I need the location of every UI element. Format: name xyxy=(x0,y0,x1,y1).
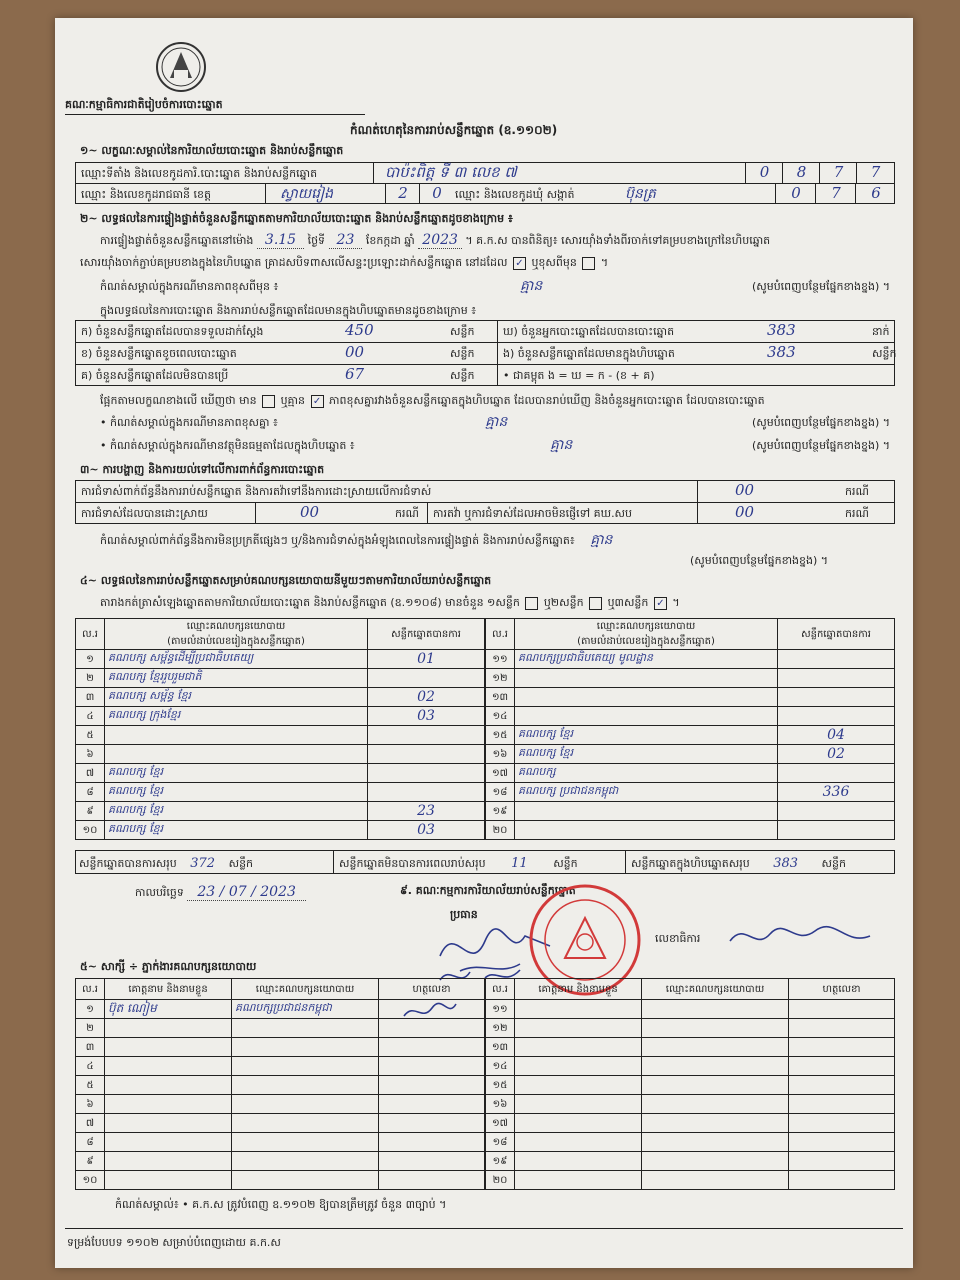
code-digit: 8 xyxy=(782,162,820,183)
agent-signature-cell xyxy=(789,1019,895,1038)
party-name xyxy=(515,669,778,688)
row-number: ១ xyxy=(76,1000,105,1019)
col-party-header: ឈ្មោះគណបក្សនយោបាយ xyxy=(642,979,789,1000)
agent-signature-cell xyxy=(789,1000,895,1019)
agent-signature xyxy=(400,998,460,1028)
party-name: គណបក្ស ខ្មែរ xyxy=(515,745,778,764)
result-unit: សន្លឹក xyxy=(450,347,475,360)
row-number: ៥ xyxy=(76,726,105,745)
result-label: គ) ចំនួនសន្លឹកឆ្នោតដែលមិនបានប្រើ xyxy=(81,369,229,382)
col-votes-header: សន្លឹកឆ្នោតបានការ xyxy=(778,619,895,650)
col-name-header: គោត្តនាម និងនាមខ្លួន xyxy=(105,979,232,1000)
section4-heading: ៤~ លទ្ធផលនៃការរាប់សន្លឹកឆ្នោតសម្រាប់គណបក្សនយោបាយនីមួយៗតាមការិយាល័យរាប់សន្លឹកឆ្នោត xyxy=(80,574,492,587)
party-name: គណបក្ស សម្ព័ន្ធដើម្បីប្រជាធិបតេយ្យ xyxy=(105,650,368,669)
code-digit: 2 xyxy=(385,183,420,204)
final-note: កំណត់សម្គាល់៖ • គ.ក.ស ត្រូវបំពេញ ឧ.១១០២ ឱ្យបានត្រឹមត្រូវ ចំនួន ៣ច្បាប់ ។ xyxy=(115,1198,447,1211)
vote-count xyxy=(778,802,895,821)
agent-name xyxy=(105,1057,232,1076)
agent-name xyxy=(105,1076,232,1095)
agent-party xyxy=(642,1057,789,1076)
party-name xyxy=(105,726,368,745)
row-number: ១៣ xyxy=(486,1038,515,1057)
party-name: គណបក្ស ខ្មែរ xyxy=(105,821,368,840)
three-sheet-checkbox[interactable]: ✓ xyxy=(654,597,667,610)
table-row xyxy=(76,1057,485,1076)
result-value: 383 xyxy=(767,321,796,339)
row-number: ១៧ xyxy=(486,764,515,783)
row-number: ១៦ xyxy=(486,745,515,764)
col-party-header xyxy=(515,619,778,650)
code-digit: 7 xyxy=(819,162,857,183)
agent-signature-cell xyxy=(789,1133,895,1152)
row-number: ៧ xyxy=(76,1114,105,1133)
agent-signature-cell xyxy=(379,1152,485,1171)
vote-count: 02 xyxy=(778,745,895,764)
complaint-row2b-value: 00 xyxy=(735,503,755,521)
party-header-main: ឈ្មោះគណបក្សនយោបាយ xyxy=(186,621,286,632)
vote-count xyxy=(778,650,895,669)
irregular-hint: (សូមបំពេញបន្ថែមផ្នែកខាងខ្នង) ។ xyxy=(690,554,829,567)
table-row xyxy=(486,1000,895,1019)
table-row xyxy=(76,783,485,802)
agent-name xyxy=(515,1019,642,1038)
vote-count: 04 xyxy=(778,726,895,745)
code-digit: 7 xyxy=(815,183,856,204)
agent-signature-cell xyxy=(789,1152,895,1171)
province-value: ស្វាយរៀង xyxy=(280,186,334,202)
result-label: • ជាគម្ពុត ង = ឃ = ក - (ខ + គ) xyxy=(503,369,655,382)
agent-party xyxy=(642,1114,789,1133)
total-invalid-value: 11 xyxy=(511,856,528,871)
table-row xyxy=(486,1133,895,1152)
result-value: 67 xyxy=(345,365,365,383)
date-value: 23 / 07 / 2023 xyxy=(187,884,306,901)
code-digit: 0 xyxy=(745,162,783,183)
row-number: ៦ xyxy=(76,745,105,764)
table-row xyxy=(486,1171,895,1190)
party-name: គណបក្ស ខ្មែរ xyxy=(105,783,368,802)
agent-party xyxy=(642,1095,789,1114)
agent-name: ប៊ុត ណៀម xyxy=(105,1000,232,1019)
row-number: ៤ xyxy=(76,707,105,726)
row-number: ១៥ xyxy=(486,726,515,745)
agent-signature-cell xyxy=(379,1133,485,1152)
vote-count: 01 xyxy=(368,650,485,669)
table-row xyxy=(486,1095,895,1114)
section5-heading: ៥~ សាក្សី ÷ ភ្នាក់ងារគណបក្សនយោបាយ xyxy=(80,960,257,973)
table-row xyxy=(486,802,895,821)
party-name xyxy=(515,707,778,726)
agent-party xyxy=(232,1171,379,1190)
agent-signature-cell xyxy=(789,1076,895,1095)
agent-party: គណបក្សប្រជាជនកម្ពុជា xyxy=(232,1000,379,1019)
agent-party xyxy=(642,1000,789,1019)
total-invalid: សន្លឹកឆ្នោតមិនបានការពេលរាប់សរុប 11 សន្លឹក xyxy=(339,856,578,871)
vote-count xyxy=(368,745,485,764)
result-unit: សន្លឹក xyxy=(872,347,897,360)
row-number: ២ xyxy=(76,1019,105,1038)
table-row xyxy=(76,1171,485,1190)
table-row xyxy=(486,1076,895,1095)
commune-value: ប៊ុនត្រ xyxy=(625,186,656,202)
col-no-header: ល.រ xyxy=(486,979,515,1000)
total-box-value: 383 xyxy=(773,856,799,871)
party-name: គណបក្ស ខ្មែរ xyxy=(515,726,778,745)
seal-text: សោរយ៉ាំងចាក់ភ្ជាប់គម្របខាងក្នុងនៃហិបឆ្នោត គ្រាដសបិទពាសលើសន្ទះប្រឡោះដាក់សន្លឹកឆ្នោត នៅដដែល ✓ ឬខុសពីមុន ។ xyxy=(80,256,609,269)
table-row xyxy=(486,688,895,707)
section1-heading: ១~ លក្ខណៈសម្គាល់នៃការិយាល័យបោះឆ្នោត និងរាប់សន្លឹកឆ្នោត xyxy=(80,144,344,157)
agent-signature-cell xyxy=(379,1057,485,1076)
secretary-label: លេខាធិការ xyxy=(655,932,701,945)
agent-signature-cell xyxy=(789,1095,895,1114)
row-number: ២០ xyxy=(486,1171,515,1190)
agent-name xyxy=(105,1152,232,1171)
result-intro: ក្នុងលទ្ធផលនៃការបោះឆ្នោត និងការរាប់សន្លឹកឆ្នោតដែលមានក្នុងហិបឆ្នោតមានដូចខាងក្រោម ៖ xyxy=(100,304,477,317)
table-row xyxy=(76,1152,485,1171)
row-number: ១៤ xyxy=(486,1057,515,1076)
section2-heading: ២~ លទ្ធផលនៃការផ្ទៀងផ្ទាត់ចំនួនសន្លឹកឆ្នោតតាមការិយាល័យបោះឆ្នោត និងរាប់សន្លឹកឆ្នោតដូចខាងក្រោម ៖ xyxy=(80,212,513,225)
form-paper xyxy=(55,18,913,1268)
vote-count: 02 xyxy=(368,688,485,707)
result-value: 00 xyxy=(345,343,365,361)
agent-name xyxy=(515,1152,642,1171)
vote-count xyxy=(778,764,895,783)
row-number: ១៨ xyxy=(486,1133,515,1152)
table-row xyxy=(76,688,485,707)
total-valid-value: 372 xyxy=(190,856,216,871)
table-row xyxy=(486,1038,895,1057)
section3-heading: ៣~ ការបង្ហាញ និងការយល់ទៅលើការពាក់ព័ន្ធការបោះឆ្នោត xyxy=(80,463,325,476)
row-number: ៩ xyxy=(76,802,105,821)
row-number: ៨ xyxy=(76,1133,105,1152)
agent-party xyxy=(232,1095,379,1114)
vote-count: 03 xyxy=(368,821,485,840)
province-label: ឈ្មោះ និងលេខកូដរាជធានី ខេត្ត xyxy=(81,188,211,201)
complaint-row2-label: ការជំទាស់ដែលបានដោះស្រាយ xyxy=(81,507,208,520)
agent-name xyxy=(105,1114,232,1133)
vote-count xyxy=(778,707,895,726)
vote-count xyxy=(778,688,895,707)
agent-party xyxy=(232,1152,379,1171)
agent-name xyxy=(515,1038,642,1057)
result-label: ខ) ចំនួនសន្លឹកឆ្នោតខូចពេលបោះឆ្នោត xyxy=(81,347,237,360)
col-sign-header: ហត្ថលេខា xyxy=(789,979,895,1000)
location-value: បាប៉ះពិត្ត ទី ៣ លេខ ៧ xyxy=(385,163,517,181)
row-number: ៤ xyxy=(76,1057,105,1076)
agent-signature-cell xyxy=(379,1038,485,1057)
party-name: គណបក្ស ខ្មែរ xyxy=(105,764,368,783)
party-name: គណបក្ស សម្ព័ន្ធ ខ្មែរ xyxy=(105,688,368,707)
form-footer: ទម្រង់បែបបទ ១១០២ សម្រាប់បំពេញដោយ គ.ក.ស xyxy=(67,1236,281,1249)
has-diff-checkbox[interactable] xyxy=(262,395,275,408)
table-row xyxy=(486,764,895,783)
row-number: ១៦ xyxy=(486,1095,515,1114)
result-value: 383 xyxy=(767,343,796,361)
col-party-header xyxy=(105,619,368,650)
agent-party xyxy=(232,1133,379,1152)
agent-signature-cell xyxy=(789,1038,895,1057)
result-unit: សន្លឹក xyxy=(450,325,475,338)
changed-checkbox[interactable] xyxy=(582,257,595,270)
table-row xyxy=(76,821,485,840)
row-number: ៨ xyxy=(76,783,105,802)
table-row xyxy=(76,802,485,821)
org-name: គណៈកម្មាធិការជាតិរៀបចំការបោះឆ្នោត xyxy=(65,98,223,111)
agent-signature-cell xyxy=(379,1171,485,1190)
bullet1-value: គ្មាន xyxy=(485,414,508,430)
table-row xyxy=(76,764,485,783)
table-row xyxy=(486,1019,895,1038)
agent-name xyxy=(105,1038,232,1057)
table-row xyxy=(76,1076,485,1095)
vote-count xyxy=(368,764,485,783)
table-row xyxy=(486,669,895,688)
agent-party xyxy=(232,1019,379,1038)
party-name xyxy=(105,745,368,764)
agent-name xyxy=(105,1171,232,1190)
day-value: 23 xyxy=(329,232,363,249)
col-no-header: ល.រ xyxy=(76,619,105,650)
result-unit: នាក់ xyxy=(872,325,890,338)
tally-intro: តារាងកត់ត្រាសំឡេងឆ្នោតតាមការិយាល័យបោះឆ្នោត និងរាប់សន្លឹកឆ្នោត (ឧ.១១០៨) មានចំនួន ១សន្លឹក ឬ២សន្លឹក ឬ៣សន្លឹក ✓ ។ xyxy=(100,596,680,609)
code-digit: 6 xyxy=(855,183,896,204)
table-row xyxy=(76,1038,485,1057)
table-row xyxy=(486,783,895,802)
agent-party xyxy=(642,1171,789,1190)
agent-party xyxy=(232,1114,379,1133)
row-number: ១៥ xyxy=(486,1076,515,1095)
vote-count: 336 xyxy=(778,783,895,802)
row-number: ៥ xyxy=(76,1076,105,1095)
commune-label: ឈ្មោះ និងលេខកូដឃុំ សង្កាត់ xyxy=(455,188,575,201)
agent-party xyxy=(642,1076,789,1095)
bullet2-value: គ្មាន xyxy=(550,437,573,453)
row-number: ១៩ xyxy=(486,802,515,821)
complaint-row2-value: 00 xyxy=(300,503,320,521)
vote-count xyxy=(778,821,895,840)
table-row xyxy=(486,707,895,726)
complaint-row2-unit: ករណី xyxy=(395,507,419,520)
agent-name xyxy=(515,1000,642,1019)
agent-party xyxy=(642,1133,789,1152)
vote-count xyxy=(368,783,485,802)
agent-name xyxy=(515,1076,642,1095)
row-number: ១៣ xyxy=(486,688,515,707)
agent-party xyxy=(642,1038,789,1057)
row-number: ៩ xyxy=(76,1152,105,1171)
col-no-header: ល.រ xyxy=(76,979,105,1000)
party-name: គណបក្សប្រជាធិបតេយ្យ មូលដ្ឋាន xyxy=(515,650,778,669)
compare-text: ផ្អែកតាមលក្ខណខាងលើ ឃើញថា មាន ឬគ្មាន ✓ ភាពខុសគ្នារវាងចំនួនសន្លឹកឆ្នោតក្នុងហិបឆ្នោត ដែលបានរាប់ឃើញ និងចំនួនអ្នកបោះឆ្នោត ដែលបានបោះឆ្នោត xyxy=(100,394,765,407)
bullet2-row: • កំណត់សម្គាល់ក្នុងករណីមានវត្ថុមិនធម្មតាដែលក្នុងហិបឆ្នោត ៖ គ្មាន (សូមបំពេញបន្ថែមផ្នែកខាងខ្នង) ។ xyxy=(100,439,890,455)
party-name: គណបក្ស ខ្មែរ xyxy=(105,802,368,821)
agent-party xyxy=(642,1152,789,1171)
one-sheet-checkbox[interactable] xyxy=(525,597,538,610)
agent-party xyxy=(642,1019,789,1038)
col-sign-header: ហត្ថលេខា xyxy=(379,979,485,1000)
col-no-header: ល.រ xyxy=(486,619,515,650)
code-digit: 0 xyxy=(775,183,816,204)
no-diff-checkbox[interactable]: ✓ xyxy=(311,395,324,408)
date-row: កាលបរិច្ឆេទ 23 / 07 / 2023 xyxy=(135,884,306,902)
table-row xyxy=(486,726,895,745)
table-row xyxy=(486,821,895,840)
emblem-logo xyxy=(150,40,212,94)
irregular-note: កំណត់សម្គាល់ពាក់ព័ន្ធនឹងការមិនប្រក្រតីផ្សេងៗ ឬ/និងការជំទាស់ក្នុងអំឡុងពេលនៃការផ្ទៀងផ្ទាត់ និងការរាប់សន្លឹកឆ្នោត៖ គ្មាន xyxy=(100,532,613,548)
two-sheet-checkbox[interactable] xyxy=(589,597,602,610)
seal-note-value: គ្មាន xyxy=(520,278,543,294)
col-votes-header: សន្លឹកឆ្នោតបានការ xyxy=(368,619,485,650)
table-row xyxy=(76,1114,485,1133)
secretary-signature xyxy=(725,916,875,960)
agent-party xyxy=(232,1076,379,1095)
complaint-row2b-label: ការតវ៉ា ឬការជំទាស់ដែលអាចមិនផ្ញើទៅ គឃ.សប xyxy=(433,507,633,520)
total-valid: សន្លឹកឆ្នោតបានការសរុប 372 សន្លឹក xyxy=(79,856,254,871)
table-row xyxy=(76,669,485,688)
agent-name xyxy=(515,1133,642,1152)
row-number: ១០ xyxy=(76,1171,105,1190)
agent-signature-cell xyxy=(789,1114,895,1133)
result-label: ក) ចំនួនសន្លឹកឆ្នោតដែលបានទទួលដាក់ស្តែង xyxy=(81,325,264,338)
party-name: គណបក្ស ប្រជាជនកម្ពុជា xyxy=(515,783,778,802)
table-row xyxy=(76,707,485,726)
party-name: គណបក្ស ក្រុងខ្មែរ xyxy=(105,707,368,726)
row-number: ២ xyxy=(76,669,105,688)
row-number: ៦ xyxy=(76,1095,105,1114)
agent-signature-cell xyxy=(379,1076,485,1095)
agent-signature-cell xyxy=(789,1057,895,1076)
agent-signature-cell xyxy=(379,1095,485,1114)
agent-table-right xyxy=(485,978,895,1190)
party-header-sub: (តាមលំដាប់លេខរៀងក្នុងសន្លឹកឆ្នោត) xyxy=(167,636,305,647)
year-value: 2023 xyxy=(418,232,462,249)
row-number: ១២ xyxy=(486,669,515,688)
vote-count: 03 xyxy=(368,707,485,726)
total-box: សន្លឹកឆ្នោតក្នុងហិបឆ្នោតសរុប 383 សន្លឹក xyxy=(631,856,846,871)
party-name xyxy=(515,821,778,840)
row-number: ១១ xyxy=(486,1000,515,1019)
vote-count xyxy=(368,669,485,688)
result-label: ង) ចំនួនសន្លឹកឆ្នោតដែលមានក្នុងហិបឆ្នោត xyxy=(503,347,675,360)
table-row xyxy=(486,1114,895,1133)
vote-count xyxy=(368,726,485,745)
agent-signature-cell xyxy=(379,1114,485,1133)
agent-name xyxy=(515,1057,642,1076)
complaint-row1-value: 00 xyxy=(735,481,755,499)
row-number: ៣ xyxy=(76,688,105,707)
agent-signature-cell xyxy=(789,1171,895,1190)
table-row xyxy=(486,1057,895,1076)
party-name: គណបក្ស ខ្មែររួបរួមជាតិ xyxy=(105,669,368,688)
agent-name xyxy=(515,1171,642,1190)
same-checkbox[interactable]: ✓ xyxy=(513,257,526,270)
row-number: ៣ xyxy=(76,1038,105,1057)
committee-label: ៩. គណៈកម្មការការិយាល័យរាប់សន្លឹកឆ្នោត xyxy=(400,884,576,897)
row-number: ១២ xyxy=(486,1019,515,1038)
row-number: ២០ xyxy=(486,821,515,840)
code-digit: 7 xyxy=(856,162,894,183)
table-row xyxy=(76,745,485,764)
row-number: ១១ xyxy=(486,650,515,669)
table-row xyxy=(486,650,895,669)
agent-party xyxy=(232,1038,379,1057)
complaint-row1-unit: ករណី xyxy=(845,485,869,498)
row-number: ១៤ xyxy=(486,707,515,726)
code-digit: 0 xyxy=(419,183,454,204)
vote-count: 23 xyxy=(368,802,485,821)
party-name xyxy=(515,688,778,707)
complaint-row1-label: ការជំទាស់ពាក់ព័ន្ធនឹងការរាប់សន្លឹកឆ្នោត និងការតវ៉ាទៅនឹងការដោះស្រាយលើការជំទាស់ xyxy=(81,485,432,498)
chair-label: ប្រធាន xyxy=(450,908,478,921)
col-party-header: ឈ្មោះគណបក្សនយោបាយ xyxy=(232,979,379,1000)
agent-name xyxy=(105,1019,232,1038)
table-row xyxy=(486,745,895,764)
location-label: ឈ្មោះទីតាំង និងលេខកូដការិ.បោះឆ្នោត និងរាប់សន្លឹកឆ្នោត xyxy=(81,167,318,180)
verification-text: ការផ្ទៀងផ្ទាត់ចំនួនសន្លឹកឆ្នោតនៅម៉ោង 3.15 ថ្ងៃទី 23 ខែកក្កដា ឆ្នាំ 2023 ។ គ.ក.ស បានពិនិត្យ៖ សោរយ៉ាំងទាំងពីរចាក់ទៅគម្របខាងក្រៅនៃហិបឆ្នោត xyxy=(100,232,771,248)
row-number: ៧ xyxy=(76,764,105,783)
col-name-header: គោត្តនាម និងនាមខ្លួន xyxy=(515,979,642,1000)
agent-party xyxy=(232,1057,379,1076)
party-header-sub: (តាមលំដាប់លេខរៀងក្នុងសន្លឹកឆ្នោត) xyxy=(577,636,715,647)
result-unit: សន្លឹក xyxy=(450,369,475,382)
agent-name xyxy=(105,1133,232,1152)
party-name xyxy=(515,802,778,821)
vote-count xyxy=(778,669,895,688)
table-row xyxy=(486,1152,895,1171)
row-number: ១៧ xyxy=(486,1114,515,1133)
result-label: ឃ) ចំនួនអ្នកបោះឆ្នោតដែលបានបោះឆ្នោត xyxy=(503,325,675,338)
row-number: ១ xyxy=(76,650,105,669)
row-number: ១៨ xyxy=(486,783,515,802)
bullet1-row: • កំណត់សម្គាល់ក្នុងករណីមានភាពខុសគ្នា ៖ គ្មាន (សូមបំពេញបន្ថែមផ្នែកខាងខ្នង) ។ xyxy=(100,416,890,432)
table-row xyxy=(76,726,485,745)
party-name: គណបក្ស xyxy=(515,764,778,783)
seal-note-row: កំណត់សម្គាល់ក្នុងករណីមានភាពខុសពីមុន ៖ គ្មាន (សូមបំពេញបន្ថែមផ្នែកខាងខ្នង) ។ xyxy=(100,280,890,296)
irregular-note-value: គ្មាន xyxy=(590,532,613,548)
row-number: ១៩ xyxy=(486,1152,515,1171)
table-row xyxy=(76,1133,485,1152)
agent-name xyxy=(515,1114,642,1133)
party-table-right xyxy=(485,618,895,840)
result-value: 450 xyxy=(345,321,374,339)
complaint-row2b-unit: ករណី xyxy=(845,507,869,520)
table-row xyxy=(76,650,485,669)
form-title: កំណត់ហេតុនៃការរាប់សន្លឹកឆ្នោត (ឧ.១១០២) xyxy=(350,123,558,137)
party-table-left xyxy=(75,618,485,840)
table-row xyxy=(76,1095,485,1114)
agent-name xyxy=(105,1095,232,1114)
party-header-main: ឈ្មោះគណបក្សនយោបាយ xyxy=(596,621,696,632)
row-number: ១០ xyxy=(76,821,105,840)
agent-name xyxy=(515,1095,642,1114)
time-value: 3.15 xyxy=(257,232,304,249)
